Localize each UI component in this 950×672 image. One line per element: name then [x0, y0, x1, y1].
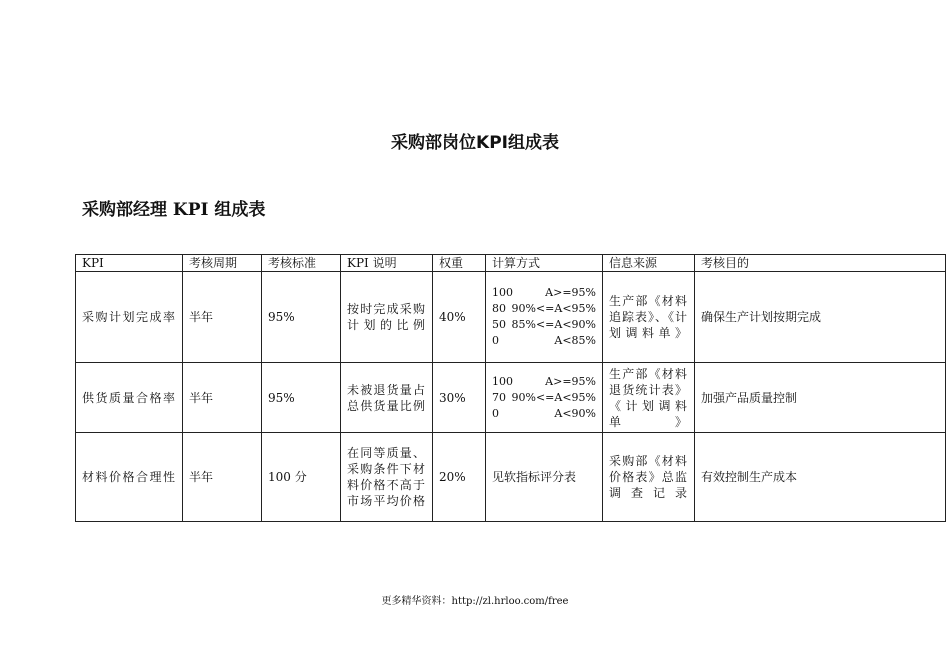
standard-cell: 95%: [262, 272, 341, 363]
period-cell: 半年: [183, 363, 262, 433]
header-kpi: KPI: [76, 255, 183, 272]
weight-cell: 30%: [433, 363, 486, 433]
kpi-cell: 采购计划完成率: [76, 272, 183, 363]
footer-link-text: 更多精华资料：http://zl.hrloo.com/free: [381, 596, 569, 607]
calc-line: 70 90%<=A<95%: [492, 390, 596, 404]
calc-line: 50 85%<=A<90%: [492, 318, 596, 331]
page-title: 采购部岗位KPI组成表: [391, 133, 559, 153]
calc-cell: [486, 272, 603, 363]
table-header-row: [76, 255, 946, 272]
section-title: 采购部经理 KPI 组成表: [82, 200, 266, 220]
header-standard: 考核标准: [262, 255, 341, 272]
table-row: [76, 363, 946, 433]
header-description: KPI 说明: [341, 255, 433, 272]
kpi-cell: 供货质量合格率: [76, 363, 183, 433]
purpose-cell: 有效控制生产成本: [695, 433, 946, 522]
header-purpose: 考核目的: [695, 255, 946, 272]
table-row: [76, 433, 946, 522]
calc-line: 100 A>=95%: [492, 374, 596, 388]
calc-line: 80 90%<=A<95%: [492, 302, 596, 315]
calc-line: 100 A>=95%: [492, 286, 596, 299]
purpose-cell: 加强产品质量控制: [695, 363, 946, 433]
header-source: 信息来源: [603, 255, 695, 272]
description-cell: 按时完成采购计划的比例: [341, 272, 433, 363]
purpose-cell: 确保生产计划按期完成: [695, 272, 946, 363]
source-cell: 生产部《材料追踪表》、《计划调料单》: [603, 272, 695, 363]
kpi-cell: 材料价格合理性: [76, 433, 183, 522]
kpi-table: [75, 254, 946, 522]
weight-cell: 20%: [433, 433, 486, 522]
source-cell: 生产部《材料退货统计表》《计划调料单》: [603, 363, 695, 433]
source-cell: 采购部《材料价格表》总监调查记录: [603, 433, 695, 522]
header-period: 考核周期: [183, 255, 262, 272]
period-cell: 半年: [183, 433, 262, 522]
description-cell: 未被退货量占总供货量比例: [341, 363, 433, 433]
description-cell: 在同等质量、采购条件下材料价格不高于市场平均价格: [341, 433, 433, 522]
calc-cell: 见软指标评分表: [486, 433, 603, 522]
period-cell: 半年: [183, 272, 262, 363]
header-weight: 权重: [433, 255, 486, 272]
header-calc: 计算方式: [486, 255, 603, 272]
table-row: [76, 272, 946, 363]
standard-cell: 95%: [262, 363, 341, 433]
calc-line: 0 A<85%: [492, 334, 596, 347]
weight-cell: 40%: [433, 272, 486, 363]
standard-cell: 100 分: [262, 433, 341, 522]
calc-cell: [486, 363, 603, 433]
calc-line: 0 A<90%: [492, 406, 596, 420]
